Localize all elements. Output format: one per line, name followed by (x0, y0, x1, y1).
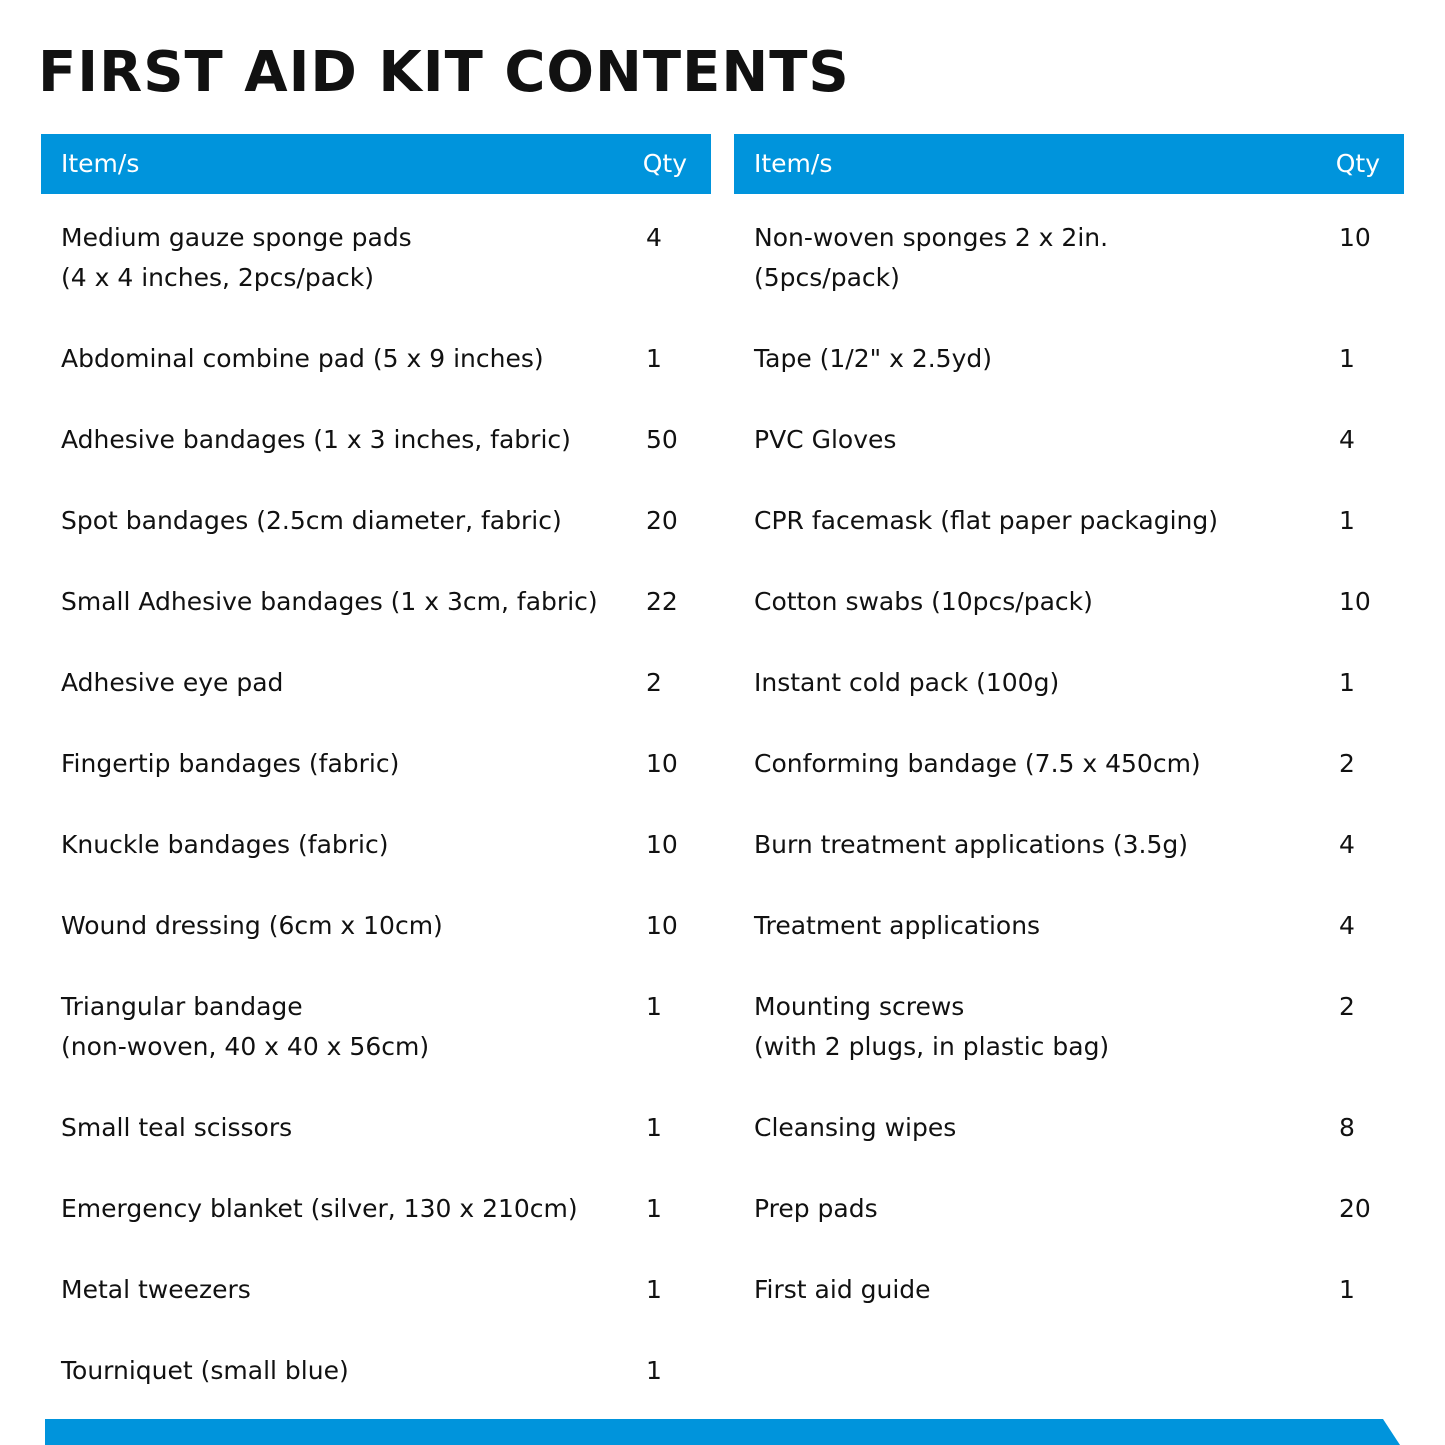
item-line: Knuckle bandages (fabric) (61, 830, 389, 859)
right-contents-table (734, 134, 1404, 1304)
item-qty: 1 (1339, 506, 1355, 535)
item-name (754, 1189, 1314, 1229)
item-line: (non-woven, 40 x 40 x 56cm) (61, 1032, 430, 1061)
bottom-accent-bar (45, 1419, 1400, 1445)
item-name (61, 906, 621, 946)
item-name (61, 1108, 621, 1148)
item-name (754, 744, 1314, 784)
item-line: (with 2 plugs, in plastic bag) (754, 1032, 1110, 1061)
item-qty: 2 (1339, 992, 1355, 1021)
item-qty: 10 (646, 749, 678, 778)
item-line: First aid guide (754, 1275, 931, 1304)
qty-column-header: Qty (1335, 149, 1380, 178)
item-name (61, 744, 621, 784)
item-qty: 8 (1339, 1113, 1355, 1142)
item-name (61, 1189, 621, 1229)
item-name (754, 1108, 1314, 1148)
item-qty: 4 (646, 223, 662, 252)
item-name (754, 1270, 1314, 1310)
item-name (754, 501, 1314, 541)
item-qty: 1 (1339, 1275, 1355, 1304)
item-line: Instant cold pack (100g) (754, 668, 1060, 697)
item-line: Abdominal combine pad (5 x 9 inches) (61, 344, 544, 373)
item-name (61, 825, 621, 865)
item-qty: 1 (1339, 344, 1355, 373)
item-qty: 1 (646, 1194, 662, 1223)
item-qty: 1 (646, 992, 662, 1021)
table-header (734, 134, 1404, 194)
item-qty: 10 (1339, 223, 1371, 252)
item-qty: 10 (646, 830, 678, 859)
item-line: Adhesive eye pad (61, 668, 284, 697)
item-qty: 10 (1339, 587, 1371, 616)
item-qty: 1 (646, 1356, 662, 1385)
item-line: Cleansing wipes (754, 1113, 957, 1142)
item-qty: 1 (646, 1113, 662, 1142)
item-line: PVC Gloves (754, 425, 897, 454)
item-name (61, 582, 621, 622)
item-name (754, 339, 1314, 379)
item-name (754, 218, 1314, 298)
item-qty: 4 (1339, 830, 1355, 859)
item-line: Adhesive bandages (1 x 3 inches, fabric) (61, 425, 571, 454)
item-line: Treatment applications (754, 911, 1041, 940)
item-line: Prep pads (754, 1194, 878, 1223)
item-name (61, 987, 621, 1067)
item-name (61, 501, 621, 541)
item-line: (5pcs/pack) (754, 263, 900, 292)
item-name (754, 582, 1314, 622)
item-line: Tape (1/2" x 2.5yd) (754, 344, 993, 373)
item-name (754, 906, 1314, 946)
item-line: Fingertip bandages (fabric) (61, 749, 400, 778)
item-name (61, 339, 621, 379)
item-name (61, 663, 621, 703)
item-name (61, 1351, 621, 1391)
item-line: Small teal scissors (61, 1113, 293, 1142)
item-line: Spot bandages (2.5cm diameter, fabric) (61, 506, 562, 535)
item-qty: 2 (1339, 749, 1355, 778)
qty-column-header: Qty (642, 149, 687, 178)
item-qty: 1 (1339, 668, 1355, 697)
item-name (61, 1270, 621, 1310)
item-column-header: Item/s (754, 149, 833, 178)
item-qty: 2 (646, 668, 662, 697)
item-name (61, 420, 621, 460)
item-line: Triangular bandage (61, 992, 303, 1021)
item-name (754, 420, 1314, 460)
item-qty: 1 (646, 1275, 662, 1304)
item-line: CPR facemask (flat paper packaging) (754, 506, 1219, 535)
item-line: Small Adhesive bandages (1 x 3cm, fabric) (61, 587, 598, 616)
item-line: Metal tweezers (61, 1275, 251, 1304)
item-name (754, 987, 1314, 1067)
table-header (41, 134, 711, 194)
item-line: Emergency blanket (silver, 130 x 210cm) (61, 1194, 578, 1223)
item-line: Cotton swabs (10pcs/pack) (754, 587, 1093, 616)
item-line: Burn treatment applications (3.5g) (754, 830, 1188, 859)
item-column-header: Item/s (61, 149, 140, 178)
left-contents-table (41, 134, 711, 1385)
item-line: Medium gauze sponge pads (61, 223, 412, 252)
item-line: (4 x 4 inches, 2pcs/pack) (61, 263, 375, 292)
item-name (754, 663, 1314, 703)
item-qty: 1 (646, 344, 662, 373)
item-line: Conforming bandage (7.5 x 450cm) (754, 749, 1201, 778)
item-line: Mounting screws (754, 992, 965, 1021)
page-title: FIRST AID KIT CONTENTS (38, 40, 850, 105)
item-name (61, 218, 621, 298)
item-qty: 20 (646, 506, 678, 535)
item-line: Wound dressing (6cm x 10cm) (61, 911, 443, 940)
item-qty: 50 (646, 425, 678, 454)
item-qty: 4 (1339, 911, 1355, 940)
item-line: Tourniquet (small blue) (61, 1356, 349, 1385)
item-line: Non-woven sponges 2 x 2in. (754, 223, 1109, 252)
item-qty: 20 (1339, 1194, 1371, 1223)
item-qty: 4 (1339, 425, 1355, 454)
item-qty: 10 (646, 911, 678, 940)
item-name (754, 825, 1314, 865)
item-qty: 22 (646, 587, 678, 616)
